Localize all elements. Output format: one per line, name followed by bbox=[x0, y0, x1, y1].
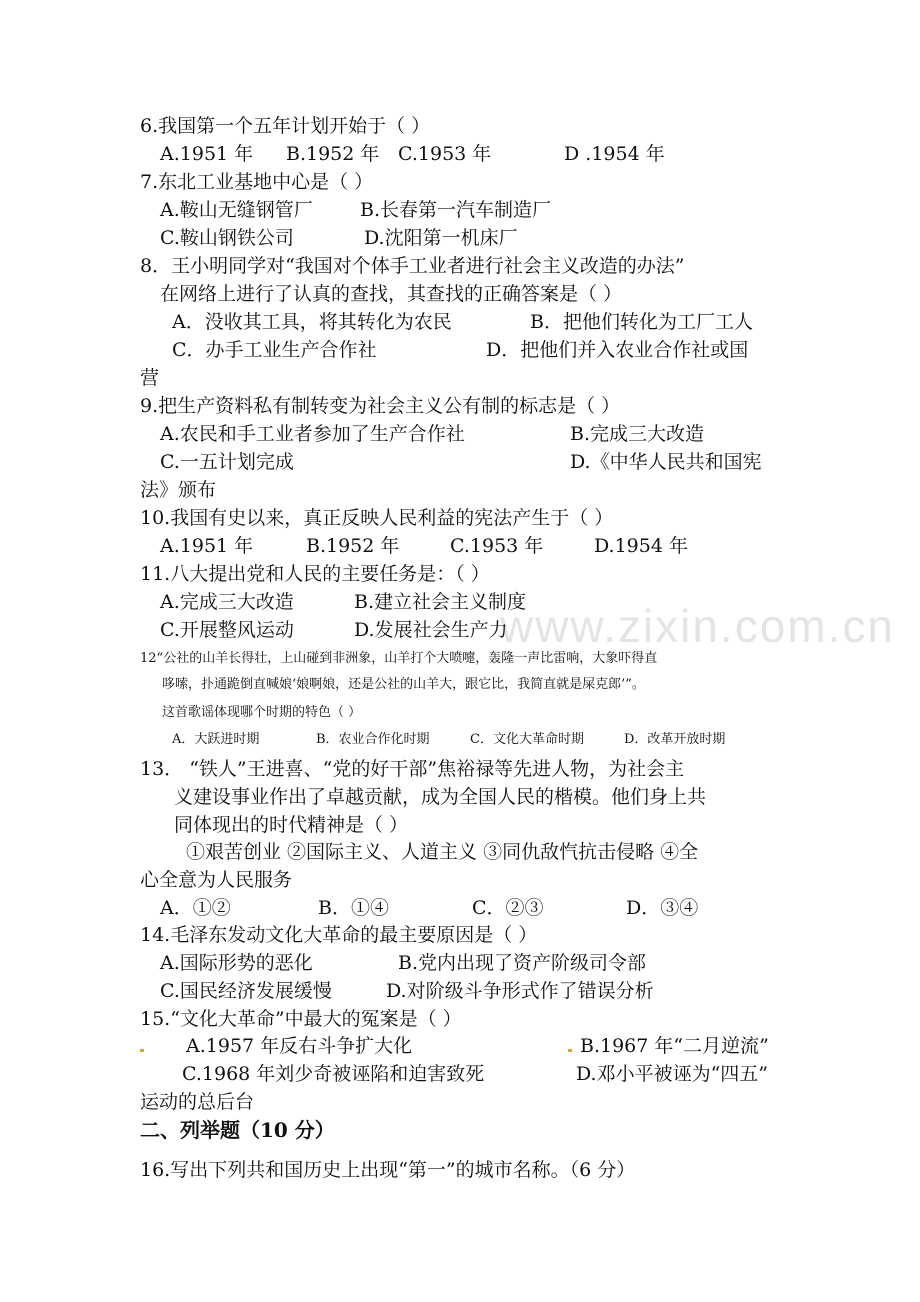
q8-option-c: C．办手工业生产合作社 bbox=[172, 339, 377, 361]
q6-option-a: A.1951 年 bbox=[160, 143, 254, 165]
q12-option-b: B．农业合作化时期 bbox=[316, 732, 430, 747]
q12-option-c: C．文化大革命时期 bbox=[470, 732, 584, 747]
q14-option-b: B.党内出现了资产阶级司令部 bbox=[398, 952, 647, 974]
q15-option-d-wrap: 运动的总后台 bbox=[140, 1091, 255, 1113]
q15-option-c: C.1968 年刘少奇被诬陷和迫害致死 bbox=[182, 1063, 485, 1085]
q12-option-a: A．大跃进时期 bbox=[172, 732, 260, 747]
q14-option-d: D.对阶级斗争形式作了错误分析 bbox=[386, 980, 654, 1002]
q12-line3: 这首歌谣体现哪个时期的特色（ ） bbox=[162, 705, 362, 720]
watermark: www.zixin.com.cn bbox=[500, 600, 895, 652]
q15-option-d: D.邓小平被诬为“四五” bbox=[576, 1063, 769, 1085]
q6-option-c: C.1953 年 bbox=[398, 143, 492, 165]
q10-stem: 10.我国有史以来，真正反映人民利益的宪法产生于（ ） bbox=[140, 507, 614, 529]
q13-stem-line3: 同体现出的时代精神是（ ） bbox=[174, 814, 409, 836]
q8-stem-line2: 在网络上进行了认真的查找，其查找的正确答案是（ ） bbox=[160, 283, 623, 305]
q14-option-a: A.国际形势的恶化 bbox=[160, 952, 313, 974]
q9-option-c: C.一五计划完成 bbox=[160, 451, 294, 473]
q13-items-line2: 心全意为人民服务 bbox=[140, 869, 293, 891]
q8-option-d-wrap: 营 bbox=[140, 367, 160, 389]
q16-stem: 16.写出下列共和国历史上出现“第一”的城市名称。（6 分） bbox=[140, 1159, 636, 1181]
q13-option-b: B．①④ bbox=[318, 897, 389, 919]
q10-option-a: A.1951 年 bbox=[160, 535, 254, 557]
q8-option-a: A．没收其工具，将其转化为农民 bbox=[172, 311, 452, 333]
q13-option-c: C．②③ bbox=[472, 897, 544, 919]
q9-option-b: B.完成三大改造 bbox=[570, 423, 705, 445]
q14-stem: 14.毛泽东发动文化大革命的最主要原因是（ ） bbox=[140, 924, 538, 946]
q15-stem: 15.“文化大革命”中最大的冤案是（ ） bbox=[140, 1008, 462, 1030]
q14-option-c: C.国民经济发展缓慢 bbox=[160, 980, 332, 1002]
q8-option-d: D．把他们并入农业合作社或国 bbox=[486, 339, 749, 361]
q13-stem-line1: 13． “铁人”王进喜、“党的好干部”焦裕禄等先进人物，为社会主 bbox=[140, 758, 685, 780]
q11-option-c: C.开展整风运动 bbox=[160, 619, 294, 641]
q7-option-d: D.沈阳第一机床厂 bbox=[364, 227, 518, 249]
q13-stem-line2: 义建设事业作出了卓越贡献，成为全国人民的楷模。他们身上共 bbox=[174, 786, 707, 808]
q15-option-a: A.1957 年反右斗争扩大化 bbox=[186, 1035, 413, 1057]
q12-option-d: D．改革开放时期 bbox=[624, 732, 726, 747]
section-title: 二、列举题（10 分） bbox=[140, 1118, 335, 1142]
q13-option-a: A．①② bbox=[160, 897, 231, 919]
q8-stem-line1: 8．王小明同学对“我国对个体手工业者进行社会主义改造的办法” bbox=[140, 255, 685, 277]
q8-option-b: B．把他们转化为工厂工人 bbox=[530, 311, 753, 333]
q6-stem: 6.我国第一个五年计划开始于（ ） bbox=[140, 115, 431, 137]
q11-option-b: B.建立社会主义制度 bbox=[354, 591, 527, 613]
q10-option-b: B.1952 年 bbox=[306, 535, 400, 557]
q12-line1: 12“公社的山羊长得壮，上山碰到非洲象，山羊打个大喷嚏，轰隆一声比雷响，大象吓得直 bbox=[140, 651, 658, 666]
q7-option-a: A.鞍山无缝钢管厂 bbox=[160, 199, 313, 221]
yellow-mark-icon bbox=[568, 1049, 572, 1052]
q6-option-d: D .1954 年 bbox=[564, 143, 665, 165]
q11-stem: 11.八大提出党和人民的主要任务是：（ ） bbox=[140, 563, 490, 585]
q6-option-b: B.1952 年 bbox=[286, 143, 380, 165]
q9-option-d: D.《中华人民共和国宪 bbox=[570, 451, 762, 473]
q7-option-c: C.鞍山钢铁公司 bbox=[160, 227, 294, 249]
q15-option-b: B.1967 年“二月逆流” bbox=[580, 1035, 769, 1057]
q9-option-a: A.农民和手工业者参加了生产合作社 bbox=[160, 423, 465, 445]
q11-option-a: A.完成三大改造 bbox=[160, 591, 294, 613]
q9-option-d-wrap: 法》颁布 bbox=[140, 479, 217, 501]
q12-line2: 哆嗦，扑通跪倒直喊娘‘娘啊娘，还是公社的山羊大，跟它比，我简直就是屎克郎’”。 bbox=[162, 677, 645, 692]
q13-option-d: D．③④ bbox=[626, 897, 699, 919]
q7-stem: 7.东北工业基地中心是（ ） bbox=[140, 171, 374, 193]
q10-option-c: C.1953 年 bbox=[450, 535, 544, 557]
q7-option-b: B.长春第一汽车制造厂 bbox=[360, 199, 552, 221]
q11-option-d: D.发展社会生产力 bbox=[354, 619, 508, 641]
q10-option-d: D.1954 年 bbox=[594, 535, 688, 557]
q13-items-line1: ①艰苦创业 ②国际主义、人道主义 ③同仇敌忾抗击侵略 ④全 bbox=[186, 841, 699, 863]
q9-stem: 9.把生产资料私有制转变为社会主义公有制的标志是（ ） bbox=[140, 395, 621, 417]
yellow-mark-icon bbox=[140, 1049, 144, 1052]
